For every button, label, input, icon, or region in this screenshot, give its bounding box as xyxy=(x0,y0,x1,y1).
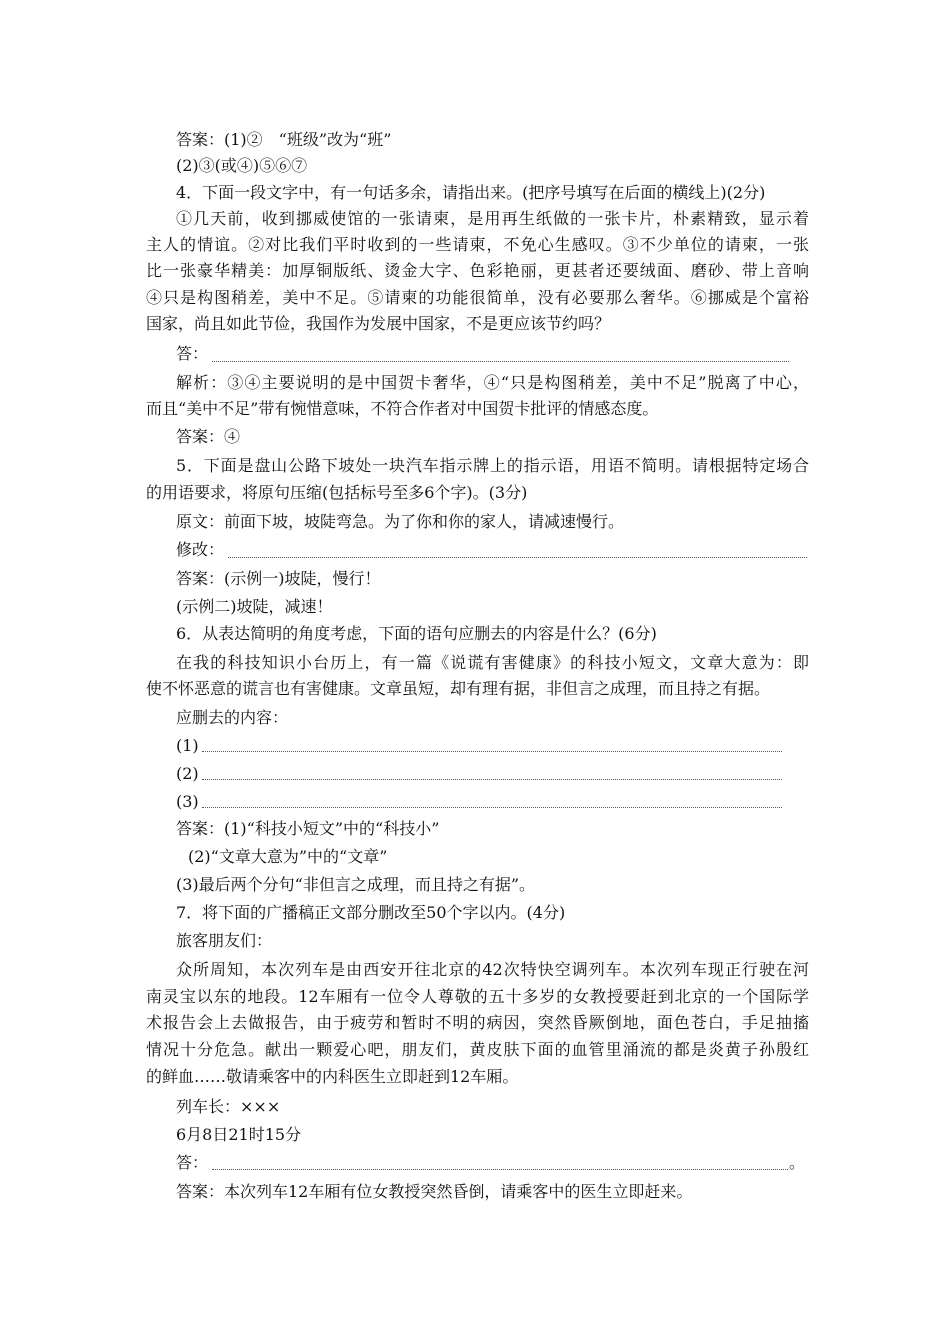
q6-blank-1[interactable] xyxy=(202,751,782,752)
q6-blank-label: (2) xyxy=(176,764,199,783)
q6-blank-label: (3) xyxy=(176,792,199,811)
q6-answer-line: (3)最后两个分句“非但言之成理，而且持之有据”。 xyxy=(176,875,536,894)
q5-original: 原文：前面下坡，坡陡弯急。为了你和你的家人，请减速慢行。 xyxy=(176,512,625,531)
q4-analysis-line: 而且“美中不足”带有惋惜意味，不符合作者对中国贺卡批评的情感态度。 xyxy=(146,399,659,418)
q6-blank-3[interactable] xyxy=(202,807,782,808)
q6-passage-line: 在我的科技知识小台历上，有一篇《说谎有害健康》的科技小短文，文章大意为：即 xyxy=(176,653,809,672)
q4-answer-label: 答： xyxy=(176,344,209,363)
q5-revise-label: 修改： xyxy=(176,540,225,559)
q4-answer: 答案：④ xyxy=(176,427,241,446)
q4-stem: 4．下面一段文字中，有一句话多余，请指出来。(把序号填写在后面的横线上)(2分) xyxy=(176,183,766,202)
q4-analysis-line: 解析：③④主要说明的是中国贺卡奢华，④“只是构图稍差，美中不足”脱离了中心， xyxy=(176,373,809,392)
q3-answer-line1: 答案：(1)② “班级”改为“班” xyxy=(176,130,392,149)
q6-answer-line: 答案：(1)“科技小短文”中的“科技小” xyxy=(176,819,440,838)
q7-greeting: 旅客朋友们： xyxy=(176,931,273,950)
q7-answer-blank[interactable] xyxy=(212,1169,788,1170)
q7-passage-line: 南灵宝以东的地段。12车厢有一位令人尊敬的五十多岁的女教授要赶到北京的一个国际学 xyxy=(146,987,809,1006)
q7-answer-end: 。 xyxy=(789,1153,806,1172)
q4-answer-blank[interactable] xyxy=(212,361,789,362)
q3-answer-line2: (2)③(或④)⑤⑥⑦ xyxy=(176,156,308,175)
q7-passage-line: 术报告会上去做报告，由于疲劳和暂时不明的病因，突然昏厥倒地，面色苍白，手足抽搐 xyxy=(146,1013,809,1032)
q4-passage-line: 主人的情谊。②对比我们平时收到的一些请柬，不免心生感叹。③不少单位的请柬，一张 xyxy=(146,235,809,254)
q7-answer-label: 答： xyxy=(176,1153,209,1172)
q6-blank-2[interactable] xyxy=(202,779,782,780)
q5-stem-line: 的用语要求，将原句压缩(包括标号至多6个字)。(3分) xyxy=(146,483,528,502)
q5-revise-blank[interactable] xyxy=(228,557,807,558)
q5-answer1: 答案：(示例一)坡陡，慢行！ xyxy=(176,569,381,588)
q6-blank-label: (1) xyxy=(176,736,199,755)
q7-passage-line: 情况十分危急。献出一颗爱心吧，朋友们，黄皮肤下面的血管里涌流的都是炎黄子孙殷红 xyxy=(146,1040,809,1059)
q6-passage-line: 使不怀恶意的谎言也有害健康。文章虽短，却有理有据，非但言之成理，而且持之有据。 xyxy=(146,679,771,698)
q6-answer-line: (2)“文章大意为”中的“文章” xyxy=(188,847,388,866)
q6-prompt: 应删去的内容： xyxy=(176,708,289,727)
q7-passage-line: 众所周知，本次列车是由西安开往北京的42次特快空调列车。本次列车现正行驶在河 xyxy=(176,960,809,979)
q5-answer2: (示例二)坡陡，减速！ xyxy=(176,597,333,616)
q7-date: 6月8日21时15分 xyxy=(176,1125,302,1144)
q4-passage-line: 比一张豪华精美：加厚铜版纸、烫金大字、色彩艳丽，更甚者还要绒面、磨砂、带上音响 xyxy=(146,261,809,280)
q4-passage-line: ①几天前，收到挪威使馆的一张请柬，是用再生纸做的一张卡片，朴素精致，显示着 xyxy=(176,209,809,228)
q7-passage-line: 的鲜血……敬请乘客中的内科医生立即赶到12车厢。 xyxy=(146,1067,519,1086)
q7-signature: 列车长：××× xyxy=(176,1097,281,1116)
q7-answer: 答案：本次列车12车厢有位女教授突然昏倒，请乘客中的医生立即赶来。 xyxy=(176,1182,693,1201)
q5-stem-line: 5．下面是盘山公路下坡处一块汽车指示牌上的指示语，用语不简明。请根据特定场合 xyxy=(176,456,809,475)
q6-stem: 6．从表达简明的角度考虑，下面的语句应删去的内容是什么？(6分) xyxy=(176,624,657,643)
q4-passage-line: 国家，尚且如此节俭，我国作为发展中国家，不是更应该节约吗？ xyxy=(146,314,611,333)
q7-stem: 7．将下面的广播稿正文部分删改至50个字以内。(4分) xyxy=(176,903,566,922)
q4-passage-line: ④只是构图稍差，美中不足。⑤请柬的功能很简单，没有必要那么奢华。⑥挪威是个富裕 xyxy=(146,288,809,307)
